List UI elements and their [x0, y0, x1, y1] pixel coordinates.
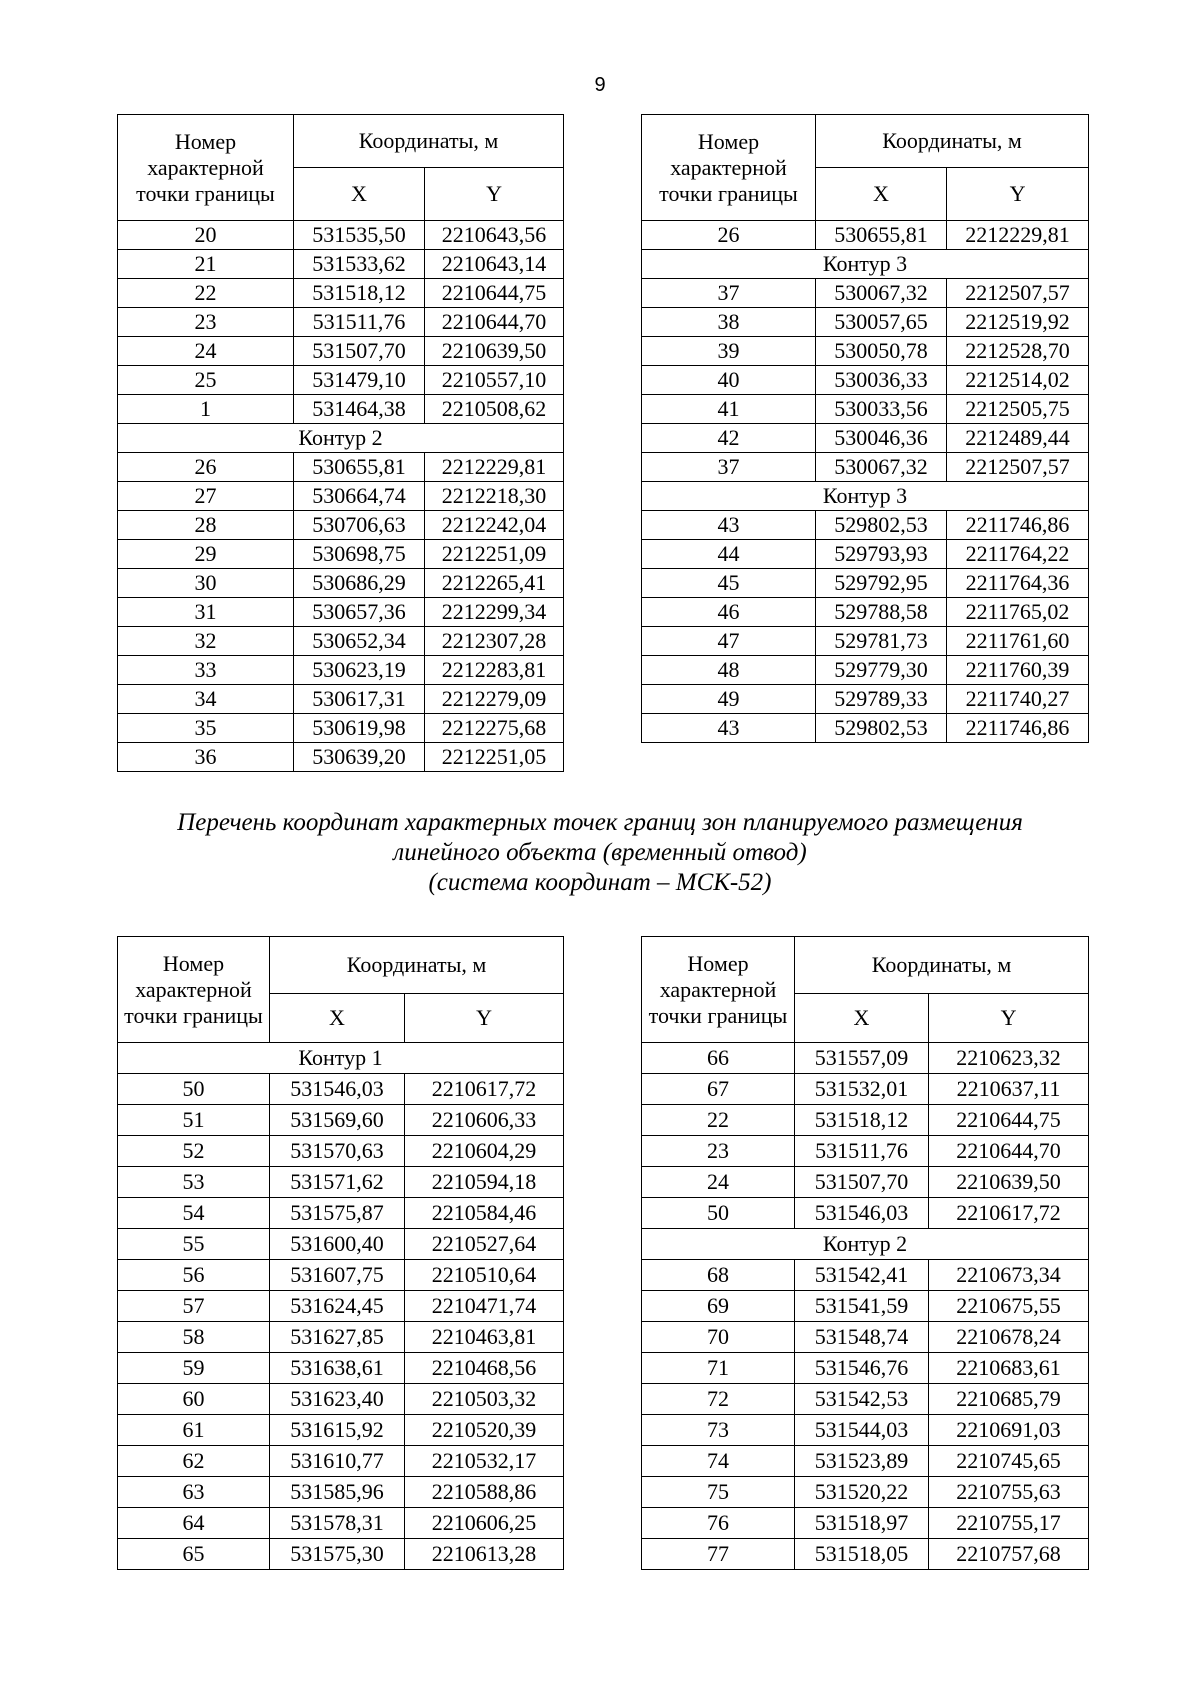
- table-row: [642, 511, 1089, 540]
- y-coordinate-cell: 2212514,02: [947, 366, 1089, 395]
- x-coordinate-cell: 531607,75: [270, 1260, 405, 1291]
- y-coordinate-cell: 2210613,28: [405, 1539, 564, 1570]
- y-coordinate-cell: 2210639,50: [929, 1167, 1089, 1198]
- point-number-cell: 67: [642, 1074, 795, 1105]
- x-coordinate-cell: 531610,77: [270, 1446, 405, 1477]
- table-row: [642, 366, 1089, 395]
- y-coordinate-cell: 2212489,44: [947, 424, 1089, 453]
- y-coordinate-cell: 2212275,68: [425, 714, 564, 743]
- table-row: [118, 511, 564, 540]
- x-coordinate-cell: 531570,63: [270, 1136, 405, 1167]
- x-coordinate-cell: 530057,65: [816, 308, 947, 337]
- table-row: [118, 1229, 564, 1260]
- x-coordinate-cell: 529781,73: [816, 627, 947, 656]
- x-coordinate-cell: 530067,32: [816, 279, 947, 308]
- x-coordinate-cell: 531600,40: [270, 1229, 405, 1260]
- table-row: [118, 656, 564, 685]
- x-coordinate-cell: 531533,62: [294, 250, 425, 279]
- y-coordinate-cell: 2210584,46: [405, 1198, 564, 1229]
- y-coordinate-cell: 2210508,62: [425, 395, 564, 424]
- y-coordinate-cell: 2211746,86: [947, 511, 1089, 540]
- x-coordinate-cell: 531638,61: [270, 1353, 405, 1384]
- x-coordinate-cell: 530036,33: [816, 366, 947, 395]
- x-coordinate-cell: 531518,12: [294, 279, 425, 308]
- contour-row: [642, 250, 1089, 279]
- point-number-cell: 26: [118, 453, 294, 482]
- table-row: [118, 1105, 564, 1136]
- x-coordinate-cell: 530046,36: [816, 424, 947, 453]
- point-number-cell: 57: [118, 1291, 270, 1322]
- table-row: [118, 598, 564, 627]
- table-row: [642, 279, 1089, 308]
- y-coordinate-cell: 2212242,04: [425, 511, 564, 540]
- x-coordinate-cell: 531532,01: [795, 1074, 929, 1105]
- table-row: [118, 1260, 564, 1291]
- contour-label: Контур 2: [642, 1229, 1089, 1260]
- x-coordinate-cell: 531518,97: [795, 1508, 929, 1539]
- point-number-cell: 68: [642, 1260, 795, 1291]
- point-number-cell: 25: [118, 366, 294, 395]
- point-number-cell: 24: [118, 337, 294, 366]
- y-coordinate-cell: 2211764,22: [947, 540, 1089, 569]
- header-coordinates: Координаты, м: [270, 937, 564, 994]
- y-coordinate-cell: 2210644,70: [425, 308, 564, 337]
- point-number-cell: 70: [642, 1322, 795, 1353]
- y-coordinate-cell: 2211740,27: [947, 685, 1089, 714]
- table-row: [642, 1322, 1089, 1353]
- section-title-line-3: (система координат – МСК-52): [428, 869, 772, 896]
- x-coordinate-cell: 530652,34: [294, 627, 425, 656]
- x-coordinate-cell: 531518,12: [795, 1105, 929, 1136]
- y-coordinate-cell: 2210588,86: [405, 1477, 564, 1508]
- y-coordinate-cell: 2210604,29: [405, 1136, 564, 1167]
- y-coordinate-cell: 2210639,50: [425, 337, 564, 366]
- x-coordinate-cell: 531548,74: [795, 1322, 929, 1353]
- table-row: [118, 1477, 564, 1508]
- table-row: [642, 540, 1089, 569]
- table-row: [118, 569, 564, 598]
- table-row: [118, 714, 564, 743]
- table-row: [642, 1539, 1089, 1570]
- table-row: [642, 1384, 1089, 1415]
- table-row: [118, 279, 564, 308]
- y-coordinate-cell: 2210675,55: [929, 1291, 1089, 1322]
- y-coordinate-cell: 2210678,24: [929, 1322, 1089, 1353]
- x-coordinate-cell: 530698,75: [294, 540, 425, 569]
- point-number-cell: 44: [642, 540, 816, 569]
- table-row: [642, 1508, 1089, 1539]
- point-number-cell: 41: [642, 395, 816, 424]
- point-number-cell: 1: [118, 395, 294, 424]
- point-number-cell: 58: [118, 1322, 270, 1353]
- x-coordinate-cell: 531557,09: [795, 1043, 929, 1074]
- table-row: [118, 627, 564, 656]
- point-number-cell: 66: [642, 1043, 795, 1074]
- page-number: 9: [594, 74, 606, 96]
- table-row: [642, 656, 1089, 685]
- x-coordinate-cell: 530619,98: [294, 714, 425, 743]
- table-row: [642, 685, 1089, 714]
- x-coordinate-cell: 530639,20: [294, 743, 425, 772]
- y-coordinate-cell: 2212507,57: [947, 453, 1089, 482]
- x-coordinate-cell: 531520,22: [795, 1477, 929, 1508]
- point-number-cell: 37: [642, 279, 816, 308]
- header-point-number: Номер характерной точки границы: [118, 115, 294, 221]
- table-row: [642, 1446, 1089, 1477]
- x-coordinate-cell: 530623,19: [294, 656, 425, 685]
- contour-label: Контур 1: [118, 1043, 564, 1074]
- x-coordinate-cell: 531544,03: [795, 1415, 929, 1446]
- table-row: [118, 743, 564, 772]
- x-coordinate-cell: 529792,95: [816, 569, 947, 598]
- table-row: [642, 1198, 1089, 1229]
- y-coordinate-cell: 2210557,10: [425, 366, 564, 395]
- y-coordinate-cell: 2212229,81: [425, 453, 564, 482]
- header-coordinates: Координаты, м: [795, 937, 1089, 994]
- y-coordinate-cell: 2212218,30: [425, 482, 564, 511]
- x-coordinate-cell: 531575,87: [270, 1198, 405, 1229]
- x-coordinate-cell: 530067,32: [816, 453, 947, 482]
- table-row: [642, 337, 1089, 366]
- point-number-cell: 53: [118, 1167, 270, 1198]
- section-title-line-1: Перечень координат характерных точек границ зон планируемого размещения: [177, 809, 1023, 836]
- table-row: [118, 1198, 564, 1229]
- point-number-cell: 21: [118, 250, 294, 279]
- point-number-cell: 29: [118, 540, 294, 569]
- point-number-cell: 31: [118, 598, 294, 627]
- y-coordinate-cell: 2210745,65: [929, 1446, 1089, 1477]
- x-coordinate-cell: 531546,76: [795, 1353, 929, 1384]
- y-coordinate-cell: 2210617,72: [929, 1198, 1089, 1229]
- point-number-cell: 43: [642, 511, 816, 540]
- contour-label: Контур 3: [642, 250, 1089, 279]
- x-coordinate-cell: 531546,03: [270, 1074, 405, 1105]
- y-coordinate-cell: 2212528,70: [947, 337, 1089, 366]
- y-coordinate-cell: 2211761,60: [947, 627, 1089, 656]
- table-row: [642, 1260, 1089, 1291]
- y-coordinate-cell: 2210755,63: [929, 1477, 1089, 1508]
- x-coordinate-cell: 531627,85: [270, 1322, 405, 1353]
- point-number-cell: 61: [118, 1415, 270, 1446]
- table-row: [642, 1136, 1089, 1167]
- table-row: [642, 627, 1089, 656]
- table-row: [642, 308, 1089, 337]
- point-number-cell: 32: [118, 627, 294, 656]
- table-row: [118, 685, 564, 714]
- x-coordinate-cell: 530686,29: [294, 569, 425, 598]
- point-number-cell: 49: [642, 685, 816, 714]
- point-number-cell: 33: [118, 656, 294, 685]
- coordinates-table-top-left: [117, 114, 564, 772]
- table-row: [642, 1167, 1089, 1198]
- table-row: [642, 1353, 1089, 1384]
- contour-row: [642, 482, 1089, 511]
- point-number-cell: 54: [118, 1198, 270, 1229]
- x-coordinate-cell: 531623,40: [270, 1384, 405, 1415]
- header-y: Y: [947, 168, 1089, 221]
- y-coordinate-cell: 2210520,39: [405, 1415, 564, 1446]
- point-number-cell: 55: [118, 1229, 270, 1260]
- point-number-cell: 46: [642, 598, 816, 627]
- y-coordinate-cell: 2210606,25: [405, 1508, 564, 1539]
- header-y: Y: [929, 994, 1089, 1043]
- table-row: [118, 337, 564, 366]
- header-x: X: [270, 994, 405, 1043]
- x-coordinate-cell: 531575,30: [270, 1539, 405, 1570]
- point-number-cell: 37: [642, 453, 816, 482]
- y-coordinate-cell: 2210755,17: [929, 1508, 1089, 1539]
- x-coordinate-cell: 531615,92: [270, 1415, 405, 1446]
- table-row: [118, 1539, 564, 1570]
- x-coordinate-cell: 530657,36: [294, 598, 425, 627]
- table-row: [642, 221, 1089, 250]
- y-coordinate-cell: 2210691,03: [929, 1415, 1089, 1446]
- point-number-cell: 56: [118, 1260, 270, 1291]
- x-coordinate-cell: 531542,53: [795, 1384, 929, 1415]
- x-coordinate-cell: 529788,58: [816, 598, 947, 627]
- header-y: Y: [425, 168, 564, 221]
- point-number-cell: 22: [642, 1105, 795, 1136]
- y-coordinate-cell: 2210527,64: [405, 1229, 564, 1260]
- table-row: [642, 1291, 1089, 1322]
- header-coordinates: Координаты, м: [816, 115, 1089, 168]
- y-coordinate-cell: 2212505,75: [947, 395, 1089, 424]
- y-coordinate-cell: 2212265,41: [425, 569, 564, 598]
- table-row: [118, 1322, 564, 1353]
- table-row: [118, 1136, 564, 1167]
- x-coordinate-cell: 531523,89: [795, 1446, 929, 1477]
- point-number-cell: 42: [642, 424, 816, 453]
- x-coordinate-cell: 531511,76: [294, 308, 425, 337]
- point-number-cell: 64: [118, 1508, 270, 1539]
- x-coordinate-cell: 531571,62: [270, 1167, 405, 1198]
- point-number-cell: 48: [642, 656, 816, 685]
- point-number-cell: 24: [642, 1167, 795, 1198]
- x-coordinate-cell: 531546,03: [795, 1198, 929, 1229]
- x-coordinate-cell: 531479,10: [294, 366, 425, 395]
- point-number-cell: 76: [642, 1508, 795, 1539]
- y-coordinate-cell: 2210471,74: [405, 1291, 564, 1322]
- point-number-cell: 72: [642, 1384, 795, 1415]
- point-number-cell: 74: [642, 1446, 795, 1477]
- header-x: X: [795, 994, 929, 1043]
- table-row: [118, 1291, 564, 1322]
- point-number-cell: 45: [642, 569, 816, 598]
- point-number-cell: 40: [642, 366, 816, 395]
- table-row: [118, 308, 564, 337]
- point-number-cell: 63: [118, 1477, 270, 1508]
- header-x: X: [294, 168, 425, 221]
- x-coordinate-cell: 529789,33: [816, 685, 947, 714]
- x-coordinate-cell: 529802,53: [816, 511, 947, 540]
- point-number-cell: 23: [118, 308, 294, 337]
- y-coordinate-cell: 2210617,72: [405, 1074, 564, 1105]
- x-coordinate-cell: 531542,41: [795, 1260, 929, 1291]
- x-coordinate-cell: 531464,38: [294, 395, 425, 424]
- point-number-cell: 39: [642, 337, 816, 366]
- point-number-cell: 60: [118, 1384, 270, 1415]
- y-coordinate-cell: 2210643,56: [425, 221, 564, 250]
- x-coordinate-cell: 530655,81: [294, 453, 425, 482]
- y-coordinate-cell: 2210463,81: [405, 1322, 564, 1353]
- table-row: [118, 1074, 564, 1105]
- y-coordinate-cell: 2212251,09: [425, 540, 564, 569]
- table-row: [642, 395, 1089, 424]
- y-coordinate-cell: 2210644,75: [929, 1105, 1089, 1136]
- table-row: [118, 1415, 564, 1446]
- point-number-cell: 43: [642, 714, 816, 743]
- table-row: [642, 1043, 1089, 1074]
- header-coordinates: Координаты, м: [294, 115, 564, 168]
- point-number-cell: 73: [642, 1415, 795, 1446]
- point-number-cell: 51: [118, 1105, 270, 1136]
- x-coordinate-cell: 531541,59: [795, 1291, 929, 1322]
- table-row: [642, 569, 1089, 598]
- y-coordinate-cell: 2210510,64: [405, 1260, 564, 1291]
- point-number-cell: 59: [118, 1353, 270, 1384]
- table-row: [642, 1415, 1089, 1446]
- x-coordinate-cell: 529793,93: [816, 540, 947, 569]
- contour-row: [642, 1229, 1089, 1260]
- y-coordinate-cell: 2210623,32: [929, 1043, 1089, 1074]
- y-coordinate-cell: 2210644,75: [425, 279, 564, 308]
- y-coordinate-cell: 2210468,56: [405, 1353, 564, 1384]
- x-coordinate-cell: 529802,53: [816, 714, 947, 743]
- table-row: [118, 540, 564, 569]
- point-number-cell: 27: [118, 482, 294, 511]
- point-number-cell: 38: [642, 308, 816, 337]
- y-coordinate-cell: 2210637,11: [929, 1074, 1089, 1105]
- header-x: X: [816, 168, 947, 221]
- table-row: [118, 366, 564, 395]
- section-title: [0, 808, 1200, 898]
- point-number-cell: 62: [118, 1446, 270, 1477]
- point-number-cell: 47: [642, 627, 816, 656]
- table-row: [642, 424, 1089, 453]
- y-coordinate-cell: 2212307,28: [425, 627, 564, 656]
- point-number-cell: 20: [118, 221, 294, 250]
- y-coordinate-cell: 2210757,68: [929, 1539, 1089, 1570]
- x-coordinate-cell: 530706,63: [294, 511, 425, 540]
- x-coordinate-cell: 531585,96: [270, 1477, 405, 1508]
- table-row: [642, 714, 1089, 743]
- x-coordinate-cell: 531535,50: [294, 221, 425, 250]
- y-coordinate-cell: 2212279,09: [425, 685, 564, 714]
- table-row: [118, 221, 564, 250]
- table-row: [642, 1105, 1089, 1136]
- coordinates-table-bottom-left: [117, 936, 564, 1570]
- contour-row: [118, 424, 564, 453]
- point-number-cell: 36: [118, 743, 294, 772]
- x-coordinate-cell: 531518,05: [795, 1539, 929, 1570]
- point-number-cell: 23: [642, 1136, 795, 1167]
- table-row: [118, 395, 564, 424]
- point-number-cell: 22: [118, 279, 294, 308]
- x-coordinate-cell: 529779,30: [816, 656, 947, 685]
- contour-label: Контур 3: [642, 482, 1089, 511]
- x-coordinate-cell: 530617,31: [294, 685, 425, 714]
- x-coordinate-cell: 531569,60: [270, 1105, 405, 1136]
- y-coordinate-cell: 2210606,33: [405, 1105, 564, 1136]
- y-coordinate-cell: 2211746,86: [947, 714, 1089, 743]
- table-row: [642, 1477, 1089, 1508]
- y-coordinate-cell: 2210683,61: [929, 1353, 1089, 1384]
- table-row: [118, 453, 564, 482]
- y-coordinate-cell: 2212299,34: [425, 598, 564, 627]
- table-row: [642, 598, 1089, 627]
- x-coordinate-cell: 531624,45: [270, 1291, 405, 1322]
- y-coordinate-cell: 2212519,92: [947, 308, 1089, 337]
- y-coordinate-cell: 2211764,36: [947, 569, 1089, 598]
- point-number-cell: 75: [642, 1477, 795, 1508]
- table-row: [118, 482, 564, 511]
- y-coordinate-cell: 2210643,14: [425, 250, 564, 279]
- contour-label: Контур 2: [118, 424, 564, 453]
- table-row: [118, 1353, 564, 1384]
- y-coordinate-cell: 2212251,05: [425, 743, 564, 772]
- y-coordinate-cell: 2211760,39: [947, 656, 1089, 685]
- header-point-number: Номер характерной точки границы: [118, 937, 270, 1043]
- x-coordinate-cell: 531578,31: [270, 1508, 405, 1539]
- point-number-cell: 50: [118, 1074, 270, 1105]
- x-coordinate-cell: 530050,78: [816, 337, 947, 366]
- point-number-cell: 65: [118, 1539, 270, 1570]
- section-title-line-2: линейного объекта (временный отвод): [393, 839, 807, 866]
- contour-row: [118, 1043, 564, 1074]
- y-coordinate-cell: 2211765,02: [947, 598, 1089, 627]
- point-number-cell: 34: [118, 685, 294, 714]
- point-number-cell: 69: [642, 1291, 795, 1322]
- point-number-cell: 52: [118, 1136, 270, 1167]
- y-coordinate-cell: 2210594,18: [405, 1167, 564, 1198]
- table-row: [118, 1508, 564, 1539]
- point-number-cell: 28: [118, 511, 294, 540]
- header-y: Y: [405, 994, 564, 1043]
- point-number-cell: 71: [642, 1353, 795, 1384]
- point-number-cell: 30: [118, 569, 294, 598]
- coordinates-table-top-right: [641, 114, 1089, 743]
- x-coordinate-cell: 530033,56: [816, 395, 947, 424]
- header-point-number: Номер характерной точки границы: [642, 115, 816, 221]
- point-number-cell: 50: [642, 1198, 795, 1229]
- coordinates-table-bottom-right: [641, 936, 1089, 1570]
- x-coordinate-cell: 531511,76: [795, 1136, 929, 1167]
- x-coordinate-cell: 531507,70: [294, 337, 425, 366]
- table-row: [642, 453, 1089, 482]
- table-row: [118, 250, 564, 279]
- point-number-cell: 77: [642, 1539, 795, 1570]
- x-coordinate-cell: 530655,81: [816, 221, 947, 250]
- x-coordinate-cell: 530664,74: [294, 482, 425, 511]
- y-coordinate-cell: 2210685,79: [929, 1384, 1089, 1415]
- table-row: [642, 1074, 1089, 1105]
- y-coordinate-cell: 2212283,81: [425, 656, 564, 685]
- y-coordinate-cell: 2210673,34: [929, 1260, 1089, 1291]
- y-coordinate-cell: 2210644,70: [929, 1136, 1089, 1167]
- table-row: [118, 1384, 564, 1415]
- point-number-cell: 35: [118, 714, 294, 743]
- table-row: [118, 1446, 564, 1477]
- y-coordinate-cell: 2212229,81: [947, 221, 1089, 250]
- y-coordinate-cell: 2210503,32: [405, 1384, 564, 1415]
- header-point-number: Номер характерной точки границы: [642, 937, 795, 1043]
- x-coordinate-cell: 531507,70: [795, 1167, 929, 1198]
- point-number-cell: 26: [642, 221, 816, 250]
- y-coordinate-cell: 2210532,17: [405, 1446, 564, 1477]
- y-coordinate-cell: 2212507,57: [947, 279, 1089, 308]
- table-row: [118, 1167, 564, 1198]
